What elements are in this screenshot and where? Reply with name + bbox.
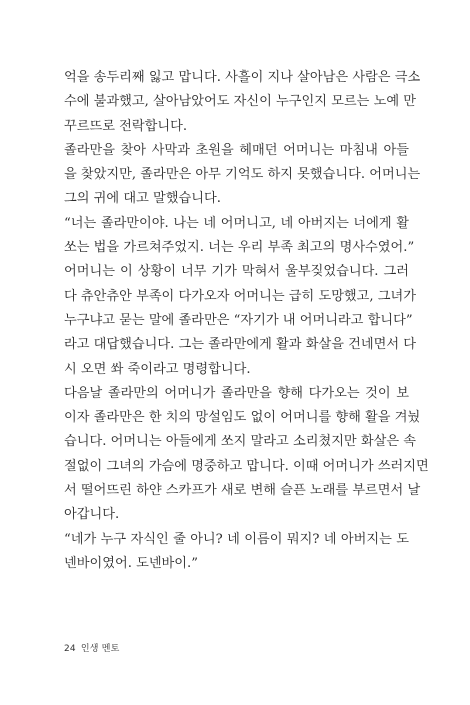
text-line: 서 떨어뜨린 하얀 스카프가 새로 변해 슬픈 노래를 부르면서 날: [64, 483, 421, 499]
text-line: 이자 졸라만은 한 치의 망설임도 없이 어머니를 향해 활을 겨눴: [64, 410, 421, 426]
text-line: 습니다. 어머니는 아들에게 쏘지 말라고 소리쳤지만 화살은 속: [64, 434, 417, 450]
page-footer: [64, 641, 125, 654]
text-line: 시 오면 쏴 죽이라고 명령합니다.: [64, 361, 251, 377]
text-line: 누구냐고 묻는 말에 졸라만은 “자기가 내 어머니라고 합니다”: [64, 312, 413, 328]
body-text: [64, 66, 429, 576]
book-title: 인생 멘토: [80, 644, 120, 654]
text-line: 억을 송두리째 잃고 맙니다. 사흘이 지나 살아남은 사람은 극소: [64, 70, 421, 85]
text-line: 다음날 졸라만의 어머니가 졸라만을 향해 다가오는 것이 보: [64, 385, 409, 401]
text-line: 절없이 그녀의 가슴에 명중하고 맙니다. 이때 어머니가 쓰러지면: [64, 458, 429, 474]
text-line: 다 츄안츄안 부족이 다가오자 어머니는 급히 도망했고, 그녀가: [64, 288, 417, 304]
text-line: 그의 귀에 대고 말했습니다.: [64, 191, 221, 207]
text-line: “너는 졸라만이야. 나는 네 어머니고, 네 아버지는 너에게 활: [64, 215, 409, 231]
text-line: 라고 대답했습니다. 그는 졸라만에게 활과 화살을 건네면서 다: [64, 337, 417, 353]
text-line: 쏘는 법을 가르쳐주었지. 너는 우리 부족 최고의 명사수였어.”: [64, 240, 415, 256]
text-line: “네가 누구 자식인 줄 아니? 네 이름이 뭐지? 네 아버지는 도: [64, 531, 409, 547]
text-line: 졸라만을 찾아 사막과 초원을 헤매던 어머니는 마침내 아들: [64, 142, 409, 158]
text-line: 을 찾았지만, 졸라만은 아무 기억도 하지 못했습니다. 어머니는: [64, 167, 421, 183]
text-line: 꾸르뜨로 전락합니다.: [64, 118, 188, 134]
text-line: 수에 불과했고, 살아남았어도 자신이 누구인지 모르는 노예 만: [64, 94, 417, 110]
text-line: 어머니는 이 상황이 너무 기가 막혀서 울부짖었습니다. 그러: [64, 264, 409, 280]
page-number: 24: [64, 644, 76, 654]
text-line: 아갑니다.: [64, 507, 120, 523]
text-line: 넨바이였어. 도넨바이.”: [64, 555, 198, 571]
